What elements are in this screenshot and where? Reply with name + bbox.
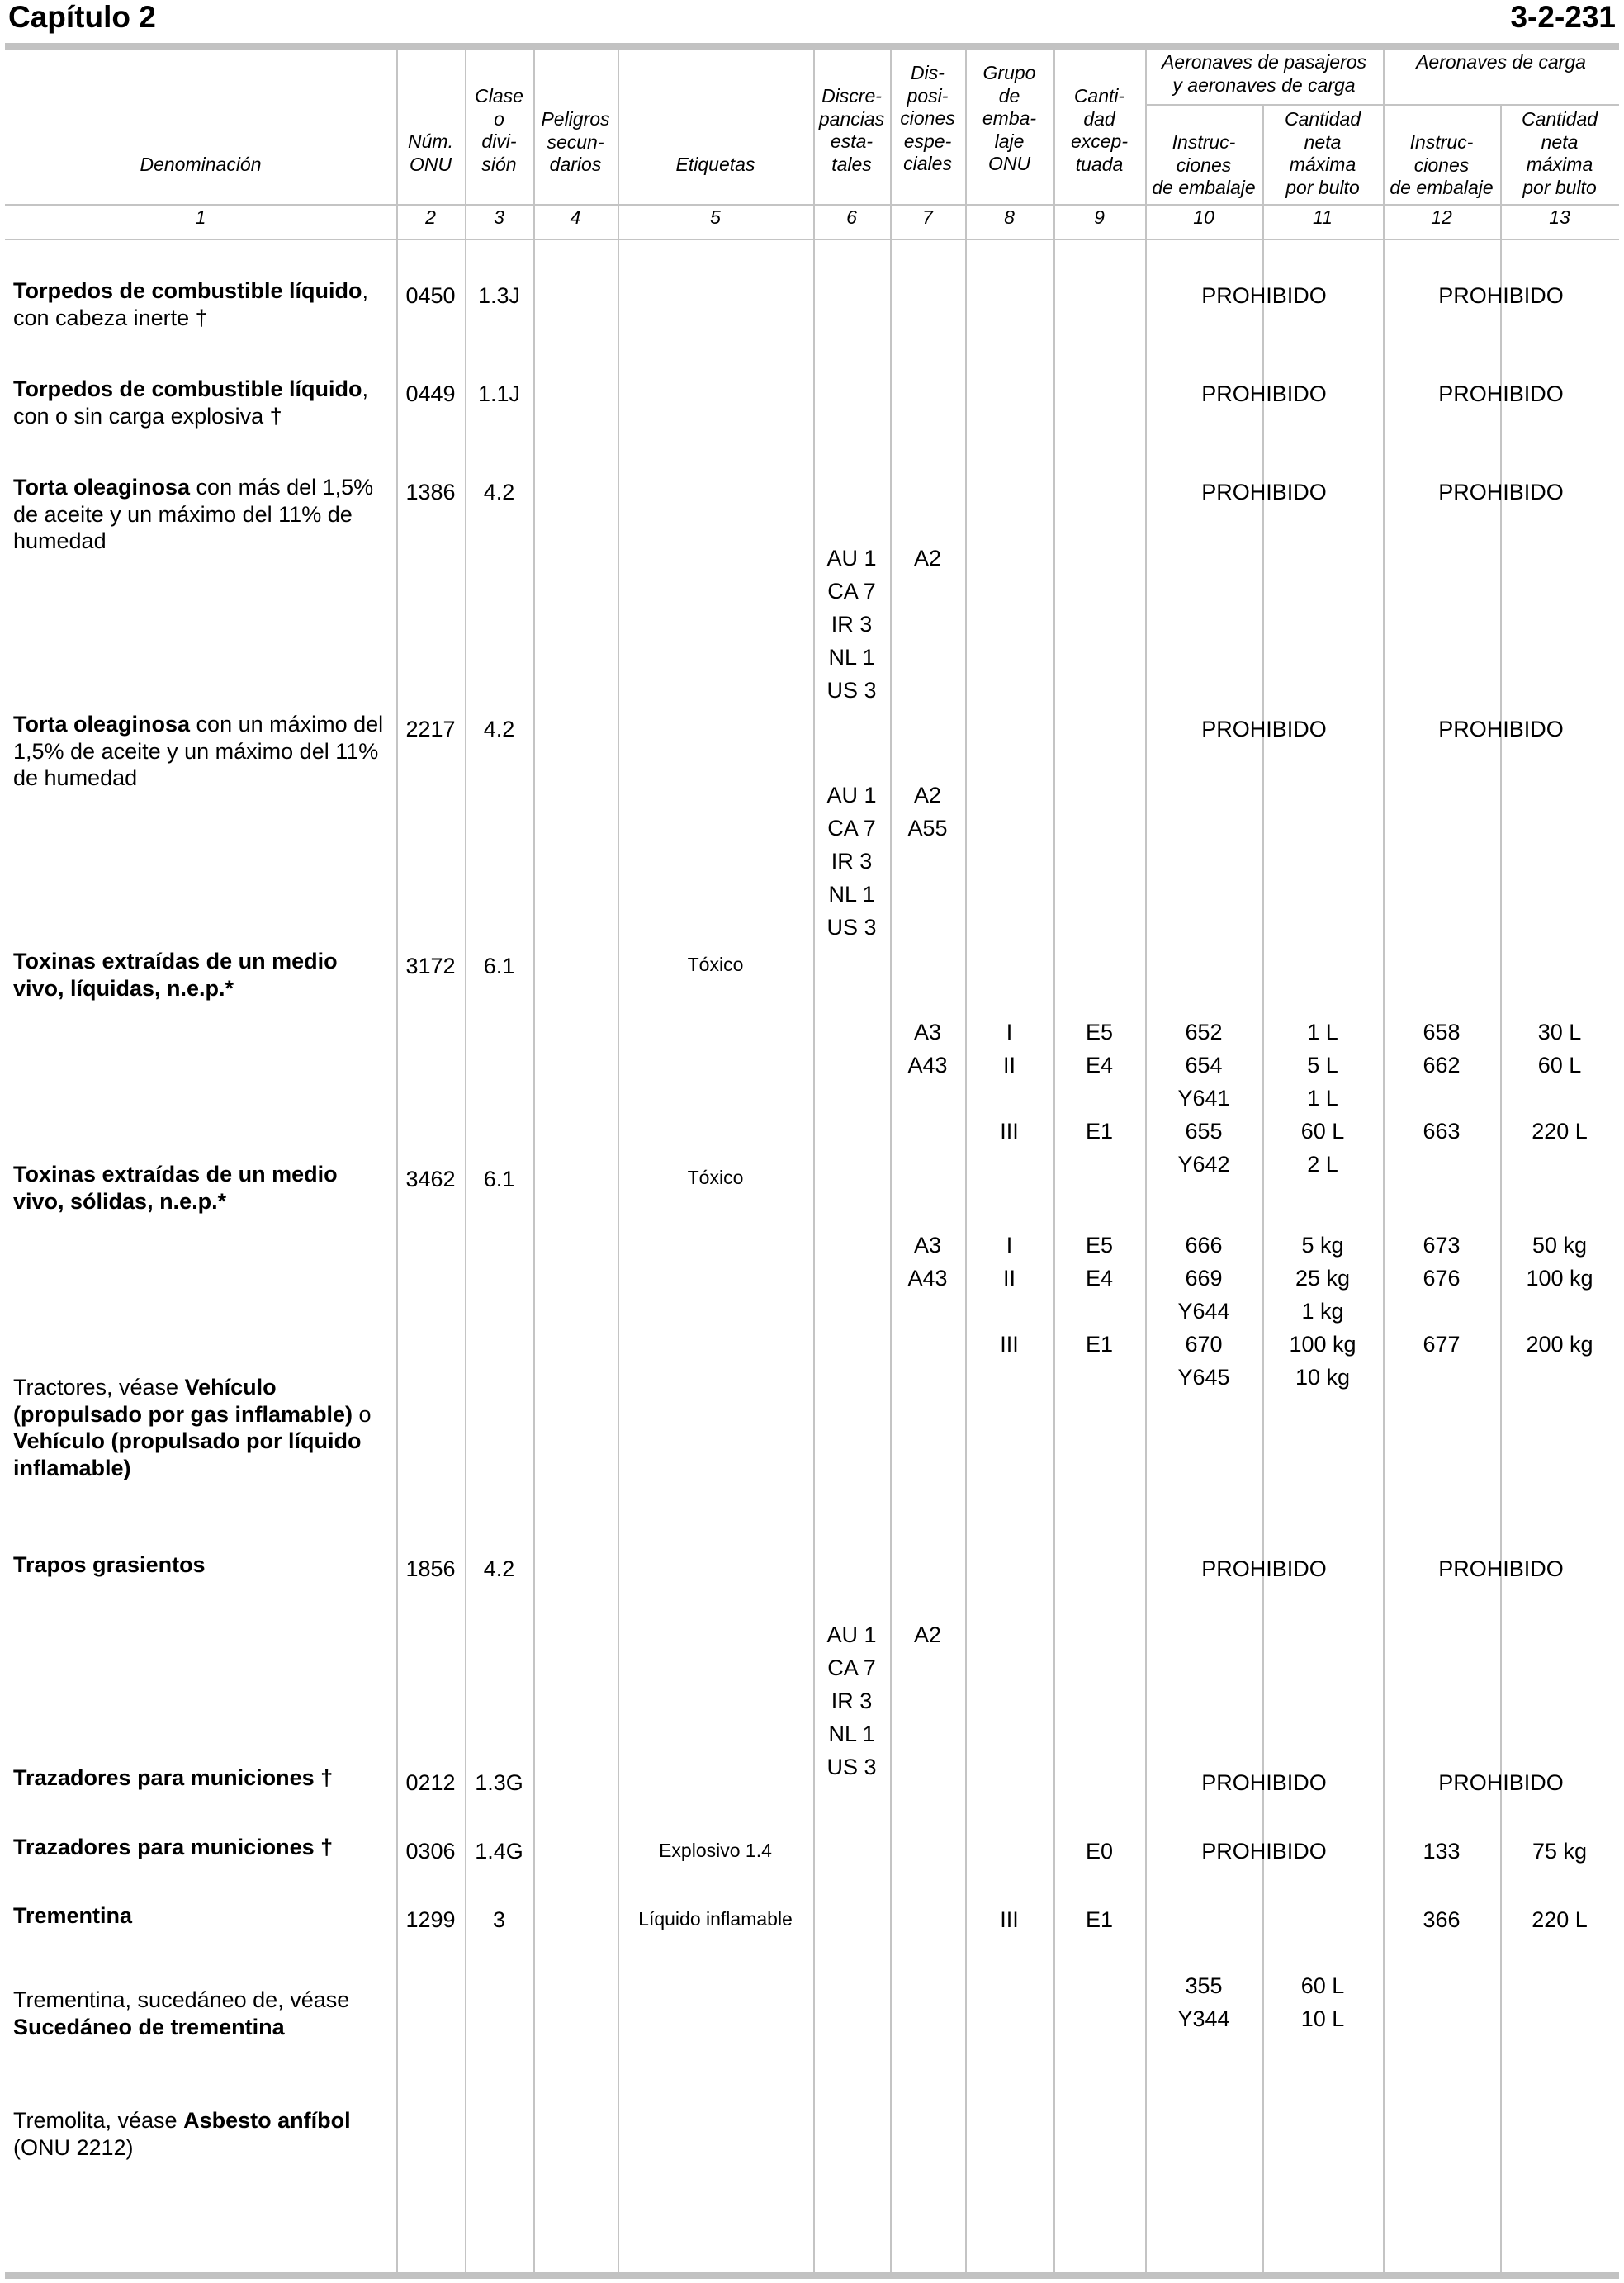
- class-division: 6.1: [483, 1167, 515, 1191]
- header-cant-carga: Cantidad neta máxima por bulto: [1521, 108, 1598, 198]
- entry-name: Trementina: [13, 1903, 133, 1928]
- header-disposiciones: Dis- posi- ciones espe- ciales: [900, 62, 955, 174]
- column-number: 4: [570, 206, 581, 228]
- entry-name: Torta oleaginosa con un máximo del 1,5% de aceite y un máximo del 11% de humedad: [13, 712, 384, 790]
- class-division: 4.2: [483, 717, 515, 741]
- column-number: 1: [195, 206, 206, 228]
- onu-number: 1386: [405, 480, 456, 504]
- class-division: 1.1J: [477, 381, 521, 406]
- passenger-max-quantity: 60 L 10 L: [1300, 1973, 1345, 2031]
- header-etiquetas: Etiquetas: [675, 154, 755, 175]
- prohibited-passenger: PROHIBIDO: [1201, 1556, 1327, 1581]
- column-number: 12: [1431, 206, 1452, 228]
- header-num-onu: Núm. ONU: [408, 130, 453, 175]
- column-number: 3: [494, 206, 504, 228]
- cargo-max-quantity: 220 L: [1532, 1907, 1588, 1932]
- cargo-packing-instructions: 366: [1423, 1907, 1461, 1932]
- prohibited-passenger: PROHIBIDO: [1201, 480, 1327, 504]
- special-provisions: A3 A43: [907, 1233, 948, 1291]
- special-provisions: A2 A55: [907, 783, 948, 841]
- prohibited-passenger: PROHIBIDO: [1201, 1839, 1327, 1864]
- col-divider: [533, 50, 535, 2272]
- onu-number: 0450: [405, 283, 456, 308]
- state-variations: AU 1 CA 7 IR 3 NL 1 US 3: [826, 546, 877, 703]
- passenger-packing-instructions: 666 669 Y644 670 Y645: [1177, 1233, 1230, 1390]
- excepted-quantity: E5 E4 E1: [1085, 1020, 1114, 1144]
- onu-number: 1856: [405, 1556, 456, 1581]
- entry-name: Torta oleaginosa con más del 1,5% de aceite y un máximo del 11% de humedad: [13, 475, 374, 553]
- header-instr-pasajeros: Instruc- ciones de embalaje: [1152, 131, 1256, 198]
- cargo-max-quantity: 30 L 60 L 220 L: [1532, 1020, 1588, 1144]
- entry-name: Toxinas extraídas de un medio vivo, sólidas, n.e.p.*: [13, 1162, 338, 1214]
- prohibited-passenger: PROHIBIDO: [1201, 1770, 1327, 1795]
- prohibited-cargo: PROHIBIDO: [1438, 1770, 1564, 1795]
- header-divider: [5, 204, 1619, 206]
- onu-number: 1299: [405, 1907, 456, 1932]
- header-denominacion: Denominación: [140, 154, 262, 175]
- prohibited-cargo: PROHIBIDO: [1438, 1556, 1564, 1581]
- state-variations: AU 1 CA 7 IR 3 NL 1 US 3: [826, 1622, 877, 1779]
- column-number: 13: [1549, 206, 1570, 228]
- bottom-rule: [5, 2272, 1619, 2279]
- class-division: 4.2: [483, 1556, 515, 1581]
- hazard-label: Líquido inflamable: [638, 1908, 793, 1930]
- col-divider: [890, 50, 892, 2272]
- column-number: 8: [1004, 206, 1015, 228]
- onu-number: 0306: [405, 1839, 456, 1864]
- class-division: 1.4G: [475, 1839, 523, 1864]
- column-number: 7: [922, 206, 933, 228]
- onu-number: 3462: [405, 1167, 456, 1191]
- header-peligros: Peligros secun- darios: [541, 108, 610, 175]
- class-division: 1.3G: [475, 1770, 523, 1795]
- column-number: 6: [846, 206, 857, 228]
- onu-number: 3172: [405, 954, 456, 978]
- prohibited-cargo: PROHIBIDO: [1438, 283, 1564, 308]
- special-provisions: A2: [913, 546, 942, 571]
- header-group-carga: Aeronaves de carga: [1416, 51, 1586, 73]
- entry-name: Trazadores para municiones †: [13, 1835, 334, 1859]
- header-group-pasajeros: Aeronaves de pasajeros y aeronaves de carga: [1161, 51, 1367, 96]
- hazard-label: Tóxico: [687, 1167, 744, 1188]
- entry-name: Toxinas extraídas de un medio vivo, líquidas, n.e.p.*: [13, 949, 338, 1001]
- column-number: 2: [425, 206, 436, 228]
- cargo-packing-instructions: 133: [1423, 1839, 1461, 1864]
- column-number: 11: [1313, 206, 1333, 228]
- class-division: 4.2: [483, 480, 515, 504]
- cargo-max-quantity: 75 kg: [1532, 1839, 1588, 1864]
- cross-reference-entry: Tremolita, véase Asbesto anfíbol (ONU 2212): [13, 2108, 351, 2160]
- onu-number: 2217: [405, 717, 456, 741]
- column-number: 5: [710, 206, 721, 228]
- header-clase: Clase o divi- sión: [475, 85, 523, 175]
- packing-group: III: [1000, 1907, 1019, 1932]
- page-number: 3-2-231: [1510, 0, 1616, 34]
- hazard-label: Explosivo 1.4: [659, 1840, 772, 1861]
- class-division: 6.1: [483, 954, 515, 978]
- entry-name: Trazadores para municiones †: [13, 1765, 334, 1790]
- group-divider: [1145, 104, 1619, 106]
- hazard-label: Tóxico: [687, 954, 744, 975]
- passenger-packing-instructions: 355 Y344: [1177, 1973, 1230, 2031]
- column-number: 10: [1193, 206, 1214, 228]
- class-division: 3: [492, 1907, 506, 1932]
- header-discrepancias: Discre- pancias esta- tales: [818, 85, 885, 175]
- entry-name: Torpedos de combustible líquido, con cabeza inerte †: [13, 278, 369, 330]
- passenger-max-quantity: 5 kg 25 kg 1 kg 100 kg 10 kg: [1289, 1233, 1356, 1390]
- prohibited-passenger: PROHIBIDO: [1201, 717, 1327, 741]
- onu-number: 0449: [405, 381, 456, 406]
- class-division: 1.3J: [477, 283, 521, 308]
- state-variations: AU 1 CA 7 IR 3 NL 1 US 3: [826, 783, 877, 940]
- prohibited-passenger: PROHIBIDO: [1201, 283, 1327, 308]
- passenger-packing-instructions: 652 654 Y641 655 Y642: [1177, 1020, 1230, 1177]
- special-provisions: A3 A43: [907, 1020, 948, 1078]
- top-rule: [5, 43, 1619, 50]
- colnum-divider: [5, 239, 1619, 240]
- prohibited-cargo: PROHIBIDO: [1438, 381, 1564, 406]
- entry-name: Trapos grasientos: [13, 1552, 206, 1577]
- prohibited-passenger: PROHIBIDO: [1201, 381, 1327, 406]
- cross-reference-entry: Tractores, véase Vehículo (propulsado por gas inflamable) o Vehículo (propulsado por líquido inflamable): [13, 1375, 372, 1480]
- cross-reference-entry: Trementina, sucedáneo de, véase Sucedáneo de trementina: [13, 1987, 350, 2039]
- excepted-quantity: E0: [1085, 1839, 1114, 1864]
- cargo-packing-instructions: 658 662 663: [1423, 1020, 1461, 1144]
- passenger-max-quantity: 1 L 5 L 1 L 60 L 2 L: [1300, 1020, 1345, 1177]
- cargo-packing-instructions: 673 676 677: [1423, 1233, 1461, 1357]
- packing-group: I II III: [1000, 1020, 1019, 1144]
- column-number: 9: [1094, 206, 1105, 228]
- header-cantidad: Canti- dad excep- tuada: [1070, 85, 1129, 175]
- header-instr-carga: Instruc- ciones de embalaje: [1390, 131, 1494, 198]
- chapter-title: Capítulo 2: [8, 0, 156, 34]
- header-cant-pasajeros: Cantidad neta máxima por bulto: [1284, 108, 1361, 198]
- onu-number: 0212: [405, 1770, 456, 1795]
- col-divider: [813, 50, 815, 2272]
- packing-group: I II III: [1000, 1233, 1019, 1357]
- prohibited-cargo: PROHIBIDO: [1438, 717, 1564, 741]
- header-grupo: Grupo de emba- laje ONU: [982, 62, 1037, 174]
- special-provisions: A2: [913, 1622, 942, 1647]
- entry-name: Torpedos de combustible líquido, con o sin carga explosiva †: [13, 377, 369, 429]
- excepted-quantity: E1: [1085, 1907, 1114, 1932]
- cargo-max-quantity: 50 kg 100 kg 200 kg: [1526, 1233, 1593, 1357]
- excepted-quantity: E5 E4 E1: [1085, 1233, 1114, 1357]
- prohibited-cargo: PROHIBIDO: [1438, 480, 1564, 504]
